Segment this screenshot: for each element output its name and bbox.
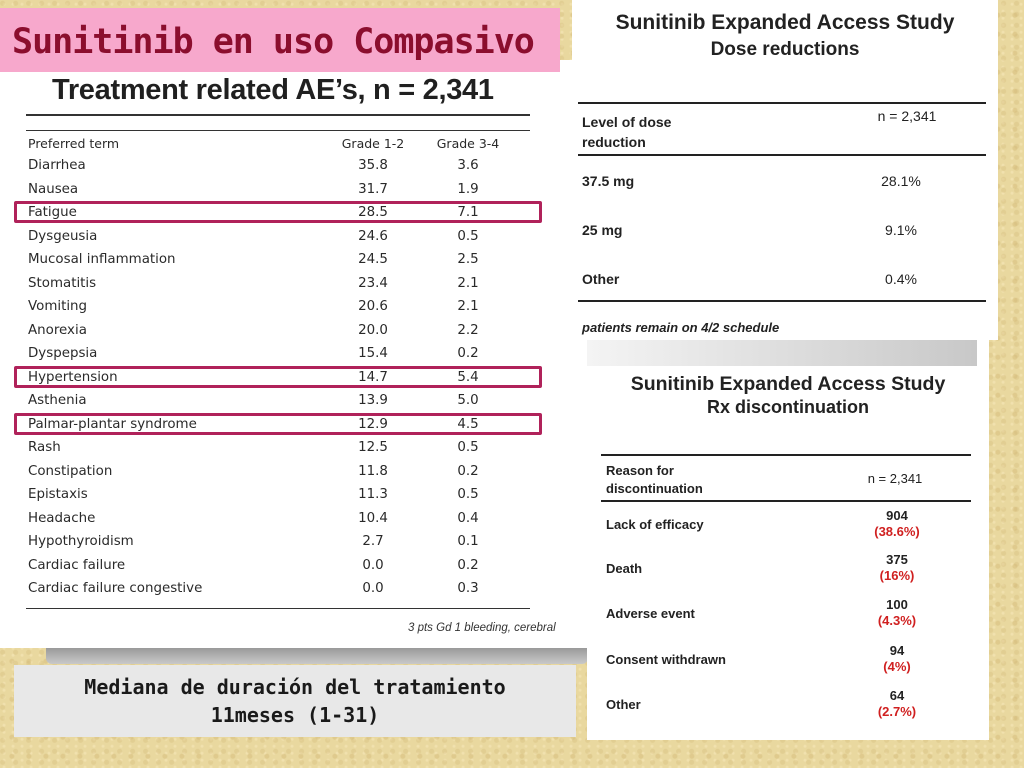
disc-pct: (16%) [879, 568, 915, 583]
ae-term-cell: Stomatitis [28, 275, 97, 291]
dose-row-value: 9.1% [885, 222, 917, 238]
ae-table-row [28, 248, 548, 272]
ae-grade12-cell: 24.5 [358, 252, 388, 268]
ae-term-cell: Vomiting [28, 299, 88, 315]
disc-title-line1: Sunitinib Expanded Access Study [630, 373, 946, 395]
ae-header-rule [26, 130, 530, 131]
dose-row-value: 28.1% [881, 173, 921, 189]
dose-note: patients remain on 4/2 schedule [582, 320, 780, 335]
disc-title-line2: Rx discontinuation [707, 397, 869, 417]
ae-table-row [28, 154, 548, 178]
ae-table-row [28, 319, 548, 343]
ae-grade12-cell: 12.9 [358, 416, 388, 432]
ae-grade12-cell: 20.0 [358, 322, 388, 338]
ae-term-cell: Anorexia [28, 322, 87, 338]
ae-term-cell: Mucosal inflammation [28, 252, 176, 268]
slide-title-banner [0, 8, 560, 72]
disc-row-label: Adverse event [606, 606, 695, 621]
ae-table-row [28, 530, 548, 554]
dose-col-label: Level of dose reduction [582, 114, 672, 150]
ae-grade12-cell: 10.4 [358, 510, 388, 526]
dose-header-rule [578, 154, 986, 156]
ae-table-row [28, 483, 548, 507]
ae-grade34-cell: 0.2 [457, 346, 479, 362]
ae-grade12-cell: 24.6 [358, 228, 388, 244]
ae-grade34-cell: 0.2 [457, 463, 479, 479]
disc-row-label: Other [606, 697, 641, 712]
ae-grade12-cell: 11.3 [358, 487, 388, 503]
ae-table-row [28, 554, 548, 578]
disc-count: 375 [886, 552, 908, 567]
disc-pct: (4%) [883, 659, 911, 674]
ae-grade12-cell: 0.0 [362, 557, 384, 573]
dose-bottom-rule [578, 300, 986, 302]
ae-term-cell: Asthenia [28, 393, 87, 409]
adverse-events-panel [0, 60, 588, 648]
ae-term-cell: Dysgeusia [28, 228, 98, 244]
ae-grade34-cell: 0.2 [457, 557, 479, 573]
disc-row-value [862, 643, 932, 675]
ae-grade34-cell: 0.5 [457, 487, 479, 503]
ae-grade12-cell: 11.8 [358, 463, 388, 479]
ae-grade34-cell: 7.1 [457, 205, 479, 221]
ae-grade12-cell: 15.4 [358, 346, 388, 362]
disc-header-rule [601, 500, 971, 502]
ae-grade34-cell: 0.5 [457, 440, 479, 456]
ae-term-cell: Palmar-plantar syndrome [28, 416, 197, 432]
ae-table-row [28, 272, 548, 296]
ae-term-cell: Rash [28, 440, 61, 456]
ae-table-row [28, 507, 548, 531]
ae-table-heading: Treatment related AE’s, n = 2,341 [52, 74, 494, 106]
disc-col-n: n = 2,341 [867, 471, 923, 486]
ae-grade12-cell: 2.7 [362, 534, 384, 550]
median-line1: Mediana de duración del tratamiento [84, 675, 506, 699]
ae-term-cell: Hypothyroidism [28, 534, 134, 550]
ae-highlight-box [14, 413, 542, 435]
median-duration-box [14, 665, 576, 737]
ae-term-cell: Cardiac failure congestive [28, 581, 203, 597]
disc-pct: (2.7%) [877, 704, 917, 719]
ae-term-cell: Fatigue [28, 205, 77, 221]
ae-term-cell: Hypertension [28, 369, 118, 385]
ae-table-row [28, 389, 548, 413]
disc-row-label: Consent withdrawn [606, 652, 726, 667]
ae-grade34-cell: 2.2 [457, 322, 479, 338]
dose-title-line1: Sunitinib Expanded Access Study [615, 11, 955, 34]
ae-grade34-cell: 0.5 [457, 228, 479, 244]
disc-pct: (38.6%) [874, 524, 920, 539]
ae-grade12-cell: 12.5 [358, 440, 388, 456]
ae-grade34-cell: 2.1 [457, 299, 479, 315]
dose-row-label: Other [582, 271, 620, 287]
ae-grade34-cell: 0.3 [457, 581, 479, 597]
disc-row-value [862, 597, 932, 629]
disc-count: 904 [886, 508, 908, 523]
ae-table-row [28, 295, 548, 319]
ae-grade34-cell: 1.9 [457, 181, 479, 197]
disc-count: 100 [886, 597, 908, 612]
ae-grade12-cell: 20.6 [358, 299, 388, 315]
ae-col-grade34: Grade 3-4 [436, 135, 500, 151]
ae-term-cell: Cardiac failure [28, 557, 126, 573]
ae-grade34-cell: 2.1 [457, 275, 479, 291]
dose-row-label: 37.5 mg [582, 173, 635, 189]
slide-title: Sunitinib en uso Compasivo [12, 22, 534, 62]
disc-panel-strip [587, 340, 977, 366]
ae-grade12-cell: 31.7 [358, 181, 388, 197]
disc-col-label: Reason for discontinuation [606, 463, 703, 496]
dose-reductions-panel [572, 0, 998, 340]
disc-count: 94 [889, 643, 905, 658]
ae-table-row [28, 436, 548, 460]
disc-pct: (4.3%) [877, 613, 917, 628]
ae-highlight-box [14, 201, 542, 223]
ae-grade34-cell: 2.5 [457, 252, 479, 268]
ae-grade34-cell: 3.6 [457, 158, 479, 174]
ae-table-row [28, 577, 548, 601]
ae-grade12-cell: 14.7 [358, 369, 388, 385]
disc-row-value [862, 552, 932, 584]
discontinuation-panel [587, 340, 989, 740]
ae-term-cell: Dyspepsia [28, 346, 98, 362]
ae-panel-shadow [46, 648, 588, 664]
dose-col-n: n = 2,341 [877, 108, 937, 124]
ae-grade34-cell: 5.0 [457, 393, 479, 409]
ae-table-row [28, 460, 548, 484]
disc-count: 64 [889, 688, 905, 703]
dose-row-value: 0.4% [885, 271, 917, 287]
dose-row-label: 25 mg [582, 222, 623, 238]
disc-top-rule [601, 454, 971, 456]
ae-grade12-cell: 13.9 [358, 393, 388, 409]
ae-grade12-cell: 0.0 [362, 581, 384, 597]
ae-term-cell: Headache [28, 510, 96, 526]
ae-grade12-cell: 35.8 [358, 158, 388, 174]
ae-grade34-cell: 4.5 [457, 416, 479, 432]
ae-col-term: Preferred term [28, 135, 120, 151]
ae-footnote: 3 pts Gd 1 bleeding, cerebral [408, 622, 556, 634]
ae-table-row [28, 342, 548, 366]
dose-top-rule [578, 102, 986, 104]
ae-top-rule [26, 114, 530, 116]
ae-term-cell: Diarrhea [28, 158, 86, 174]
ae-grade34-cell: 0.4 [457, 510, 479, 526]
ae-grade12-cell: 28.5 [358, 205, 388, 221]
ae-highlight-box [14, 366, 542, 388]
disc-row-value [862, 508, 932, 540]
ae-table-header-row [28, 132, 548, 154]
disc-row-value [862, 688, 932, 720]
ae-term-cell: Constipation [28, 463, 113, 479]
ae-table-row [28, 178, 548, 202]
ae-bottom-rule [26, 608, 530, 609]
ae-col-grade12: Grade 1-2 [341, 135, 405, 151]
disc-row-label: Lack of efficacy [606, 517, 704, 532]
ae-grade12-cell: 23.4 [358, 275, 388, 291]
disc-row-label: Death [606, 561, 643, 576]
median-line2: 11meses (1-31) [210, 703, 380, 727]
ae-grade34-cell: 0.1 [457, 534, 479, 550]
ae-grade34-cell: 5.4 [457, 369, 479, 385]
ae-term-cell: Epistaxis [28, 487, 88, 503]
ae-term-cell: Nausea [28, 181, 79, 197]
ae-table-row [28, 225, 548, 249]
dose-title-line2: Dose reductions [710, 39, 860, 60]
